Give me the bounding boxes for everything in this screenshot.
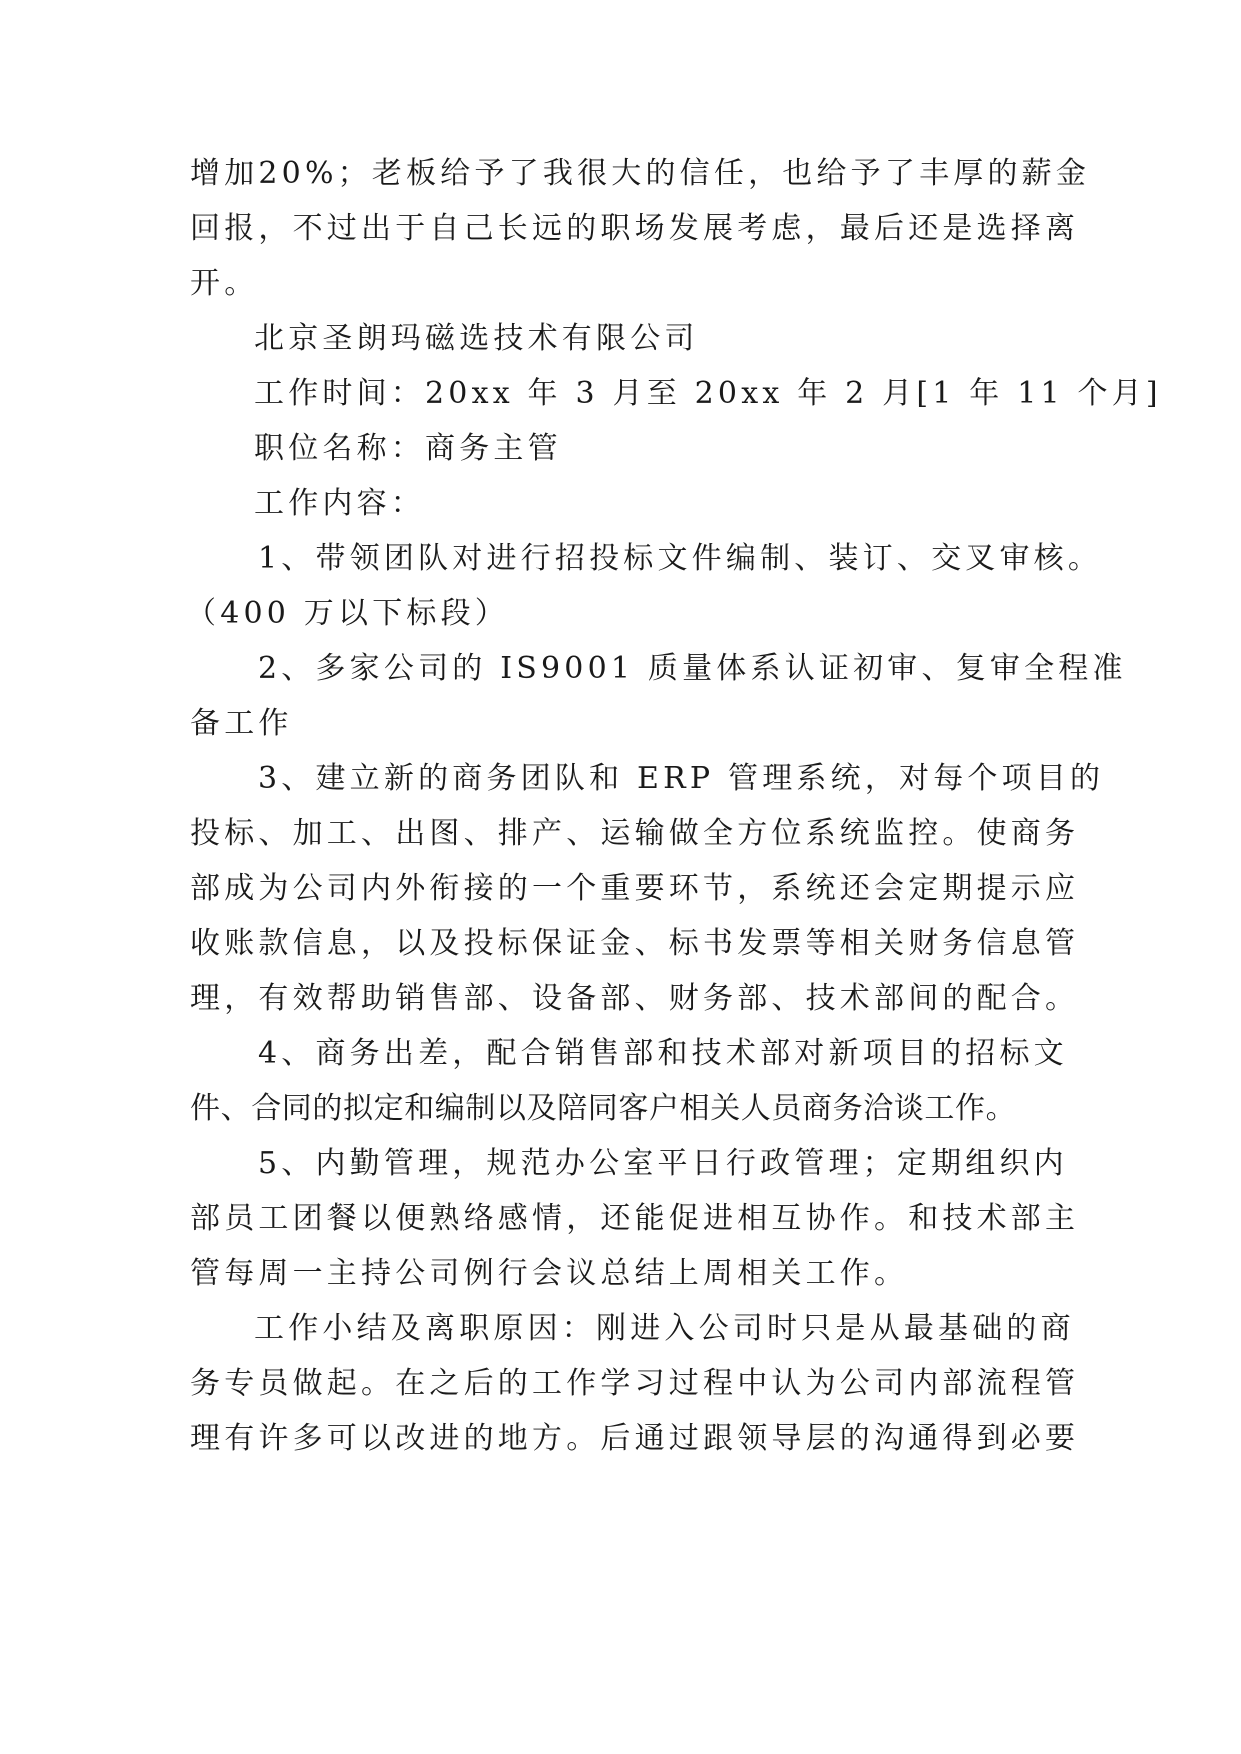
duty-item-2: 2、多家公司的 IS9001 质量体系认证初审、复审全程准 xyxy=(258,651,1127,686)
company-name: 北京圣朗玛磁选技术有限公司 xyxy=(254,321,699,356)
duty-item-3: 3、建立新的商务团队和 ERP 管理系统，对每个项目的 xyxy=(258,761,1105,796)
paragraph-line: 管每周一主持公司例行会议总结上周相关工作。 xyxy=(190,1256,909,1291)
duty-item-4: 4、商务出差，配合销售部和技术部对新项目的招标文 xyxy=(258,1036,1068,1071)
paragraph-line: 理有许多可以改进的地方。后通过跟领导层的沟通得到必要 xyxy=(190,1421,1080,1456)
paragraph-line: 务专员做起。在之后的工作学习过程中认为公司内部流程管 xyxy=(190,1366,1080,1401)
paragraph-line: 部员工团餐以便熟络感情，还能促进相互协作。和技术部主 xyxy=(190,1201,1080,1236)
duty-item-1: 1、带领团队对进行招投标文件编制、装订、交叉审核。 xyxy=(258,541,1103,576)
paragraph-line: 部成为公司内外衔接的一个重要环节，系统还会定期提示应 xyxy=(190,871,1080,906)
paragraph-line: 备工作 xyxy=(190,706,293,741)
paragraph-line: 收账款信息，以及投标保证金、标书发票等相关财务信息管 xyxy=(190,926,1080,961)
summary-paragraph: 工作小结及离职原因：刚进入公司时只是从最基础的商 xyxy=(254,1311,1075,1346)
paragraph-line: 回报，不过出于自己长远的职场发展考虑，最后还是选择离 xyxy=(190,211,1080,246)
paragraph-line: 件、合同的拟定和编制以及陪同客户相关人员商务洽谈工作。 xyxy=(190,1091,1017,1126)
work-period: 工作时间：20xx 年 3 月至 20xx 年 2 月[1 年 11 个月] xyxy=(254,376,1162,411)
paragraph-line: 理，有效帮助销售部、设备部、财务部、技术部间的配合。 xyxy=(190,981,1080,1016)
paragraph-line: 投标、加工、出图、排产、运输做全方位系统监控。使商务 xyxy=(190,816,1080,851)
paragraph-line: （400 万以下标段） xyxy=(186,596,509,631)
job-title: 职位名称：商务主管 xyxy=(254,431,562,466)
duty-item-5: 5、内勤管理，规范办公室平日行政管理；定期组织内 xyxy=(258,1146,1068,1181)
paragraph-line: 开。 xyxy=(190,266,259,301)
section-heading: 工作内容： xyxy=(254,486,425,521)
paragraph-line: 增加20%；老板给予了我很大的信任，也给予了丰厚的薪金 xyxy=(190,156,1091,191)
